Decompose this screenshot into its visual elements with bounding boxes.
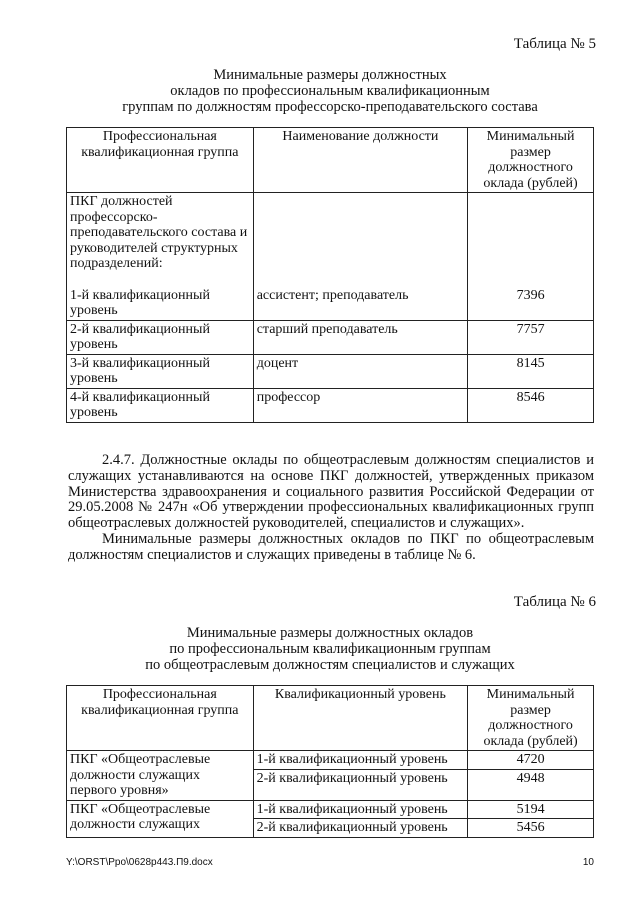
table5-label: Таблица № 5 (513, 36, 596, 52)
table6-title-line: по профессиональным квалификационным группам (169, 641, 491, 657)
table5-salary: 8546 (468, 388, 594, 422)
table5-position (253, 193, 467, 321)
table5-level: 2-й квалификационный уровень (67, 320, 254, 354)
table6-salary: 5456 (468, 819, 594, 838)
table6-salary: 4720 (468, 751, 594, 770)
table6-label: Таблица № 6 (513, 594, 596, 610)
table6-group: ПКГ «Общеотраслевые должности служащих (67, 800, 254, 837)
table6-header-row (67, 686, 594, 751)
table6-header-group: Профессиональная квалификационная группа (67, 686, 254, 751)
table-row (67, 800, 594, 819)
table6-salary: 4948 (468, 769, 594, 800)
table6-title-line: Минимальные размеры должностных окладов (186, 625, 474, 641)
table5-salary: 8145 (468, 354, 594, 388)
table-row (67, 751, 594, 770)
table5-header-group: Профессиональная квалификационная группа (67, 128, 254, 193)
table6-level: 2-й квалификационный уровень (253, 769, 468, 800)
table6-group: ПКГ «Общеотраслевые должности служащих первого уровня» (67, 751, 254, 801)
table5-header-salary: Минимальный размер должностного оклада (рублей) (468, 128, 594, 193)
table6-title-line: по общеотраслевым должностям специалистов и служащих (145, 657, 515, 673)
table5-level: 1-й квалификационный уровень (70, 287, 210, 318)
table-row (67, 388, 594, 422)
table6-level: 1-й квалификационный уровень (253, 800, 468, 819)
salary-value: 7396 (516, 288, 545, 303)
page-number: 10 (582, 857, 594, 868)
table5-position: профессор (253, 388, 467, 422)
table6-level: 2-й квалификационный уровень (253, 819, 468, 838)
table5-title-line: окладов по профессиональным квалификационным (170, 83, 490, 99)
table5-group-cell (67, 193, 254, 321)
table5-level: 3-й квалификационный уровень (67, 354, 254, 388)
footer-path: Y:\ORST\Ppo\0628p443.П9.docx (66, 857, 213, 868)
table5-title-line: группам по должностям профессорско-преподавательского состава (122, 99, 538, 115)
table6-level: 1-й квалификационный уровень (253, 751, 468, 770)
table6-title (60, 625, 600, 673)
table5 (66, 127, 594, 423)
table5-header-row (67, 128, 594, 193)
table5-group-title: ПКГ должностей профессорско-преподавательского состава и руководителей структурных подразделений: (70, 194, 248, 271)
paragraph-1: 2.4.7. Должностные оклады по общеотраслевым должностям специалистов и служащих устанавливаются на основе ПКГ должностей, утвержденных приказом Министерства здравоохранения и социального развития Российской Федерации от 29.05.2008 № 247н «Об утверждении профессиональных квалификационных групп общеотраслевых должностей руководителей, специалистов и служащих». (68, 452, 594, 532)
table-row (67, 320, 594, 354)
table6-salary: 5194 (468, 800, 594, 819)
table6-header-salary: Минимальный размер должностного оклада (рублей) (468, 686, 594, 751)
paragraph-2: Минимальные размеры должностных окладов по ПКГ по общеотраслевым должностям специалистов и служащих приведены в таблице № 6. (68, 530, 594, 563)
table-row (67, 193, 594, 321)
table-row (67, 354, 594, 388)
position-text: ассистент; преподаватель (256, 288, 409, 303)
table5-title (60, 67, 600, 115)
table5-salary (468, 193, 594, 321)
body-text (68, 453, 594, 564)
table5-position: доцент (253, 354, 467, 388)
table6 (66, 685, 594, 838)
table5-position: старший преподаватель (253, 320, 467, 354)
table6-header-level: Квалификационный уровень (253, 686, 468, 751)
table5-title-line: Минимальные размеры должностных (213, 67, 447, 83)
table5-header-position: Наименование должности (253, 128, 467, 193)
table5-salary: 7757 (468, 320, 594, 354)
table5-level: 4-й квалификационный уровень (67, 388, 254, 422)
